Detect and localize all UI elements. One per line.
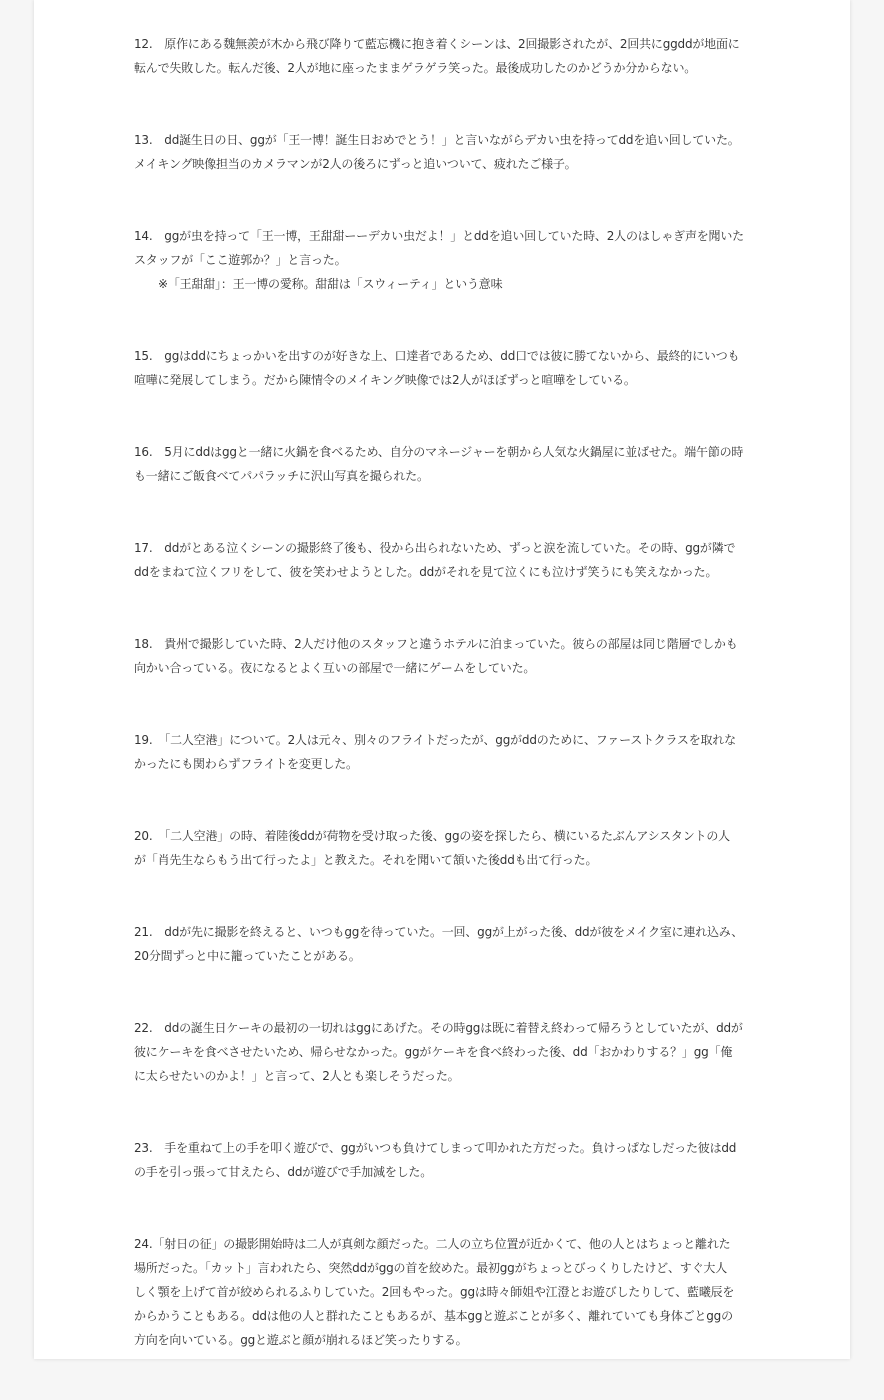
paragraph-line: 転んで失敗した。転んだ後、2人が地に座ったままゲラゲラ笑った。最後成功したのかどうか分からない。 — [134, 61, 697, 75]
paragraph-line: 彼にケーキを食べさせたいため、帰らせなかった。ggがケーキを食べ終わった後、dd「おかわりする？」gg「俺 — [134, 1045, 733, 1059]
paragraph-line: も一緒にご飯食べてパパラッチに沢山写真を撮られた。 — [134, 469, 429, 483]
paragraph-line: 14. ggが虫を持って「王一博，王甜甜ーーデカい虫だよ！」とddを追い回していた時、2人のはしゃぎ声を聞いた — [134, 229, 744, 243]
paragraph-line: かったにも関わらずフライトを変更した。 — [134, 757, 358, 771]
paragraph-line: からかうこともある。ddは他の人と群れたこともあるが、基本ggと遊ぶことが多く、離れていても身体ごとggの — [134, 1309, 733, 1323]
document-page — [34, 0, 850, 1359]
paragraph-line: 喧嘩に発展してしまう。だから陳情令のメイキング映像では2人がほぼずっと喧嘩をしている。 — [134, 373, 636, 387]
paragraph-line: 20. 「二人空港」の時、着陸後ddが荷物を受け取った後、ggの姿を探したら、横にいるたぶんアシスタントの人 — [134, 829, 730, 843]
paragraph-23 — [134, 1136, 754, 1184]
paragraph-22 — [134, 1016, 754, 1088]
paragraph-14 — [134, 224, 754, 296]
paragraph-line: の手を引っ張って甘えたら、ddが遊びで手加減をした。 — [134, 1165, 433, 1179]
paragraph-line: スタッフが「ここ遊郭か？」と言った。 — [134, 253, 347, 267]
paragraph-19 — [134, 728, 754, 776]
paragraph-21 — [134, 920, 754, 968]
paragraph-17 — [134, 536, 754, 584]
document-body — [134, 32, 754, 1400]
paragraph-line: メイキング映像担当のカメラマンが2人の後ろにずっと追いついて、疲れたご様子。 — [134, 157, 577, 171]
paragraph-line: 12. 原作にある魏無羨が木から飛び降りて藍忘機に抱き着くシーンは、2回撮影されたが、2回共にggddが地面に — [134, 37, 740, 51]
paragraph-line: 24.「射日の征」の撮影開始時は二人が真剣な顔だった。二人の立ち位置が近かくて、他の人とはちょっと離れた — [134, 1237, 731, 1251]
paragraph-line: ddをまねて泣くフリをして、彼を笑わせようとした。ddがそれを見て泣くにも泣けず笑うにも笑えなかった。 — [134, 565, 718, 579]
paragraph-line: しく顎を上げて首が絞められるふりしていた。2回もやった。ggは時々師姐や江澄とお遊びしたりして、藍曦辰を — [134, 1285, 735, 1299]
paragraph-line: 15. ggはddにちょっかいを出すのが好きな上、口達者であるため、dd口では彼に勝てないから、最終的にいつも — [134, 349, 740, 363]
paragraph-line: 場所だった。「カット」言われたら、突然ddがggの首を絞めた。最初ggがちょっとびっくりしたけど、すぐ大人 — [134, 1261, 727, 1275]
paragraph-line: 18. 貴州で撮影していた時、2人だけ他のスタッフと違うホテルに泊まっていた。彼らの部屋は同じ階層でしかも — [134, 637, 738, 651]
paragraph-line: が「肖先生ならもう出て行ったよ」と教えた。それを聞いて頷いた後ddも出て行った。 — [134, 853, 598, 867]
paragraph-13 — [134, 128, 754, 176]
paragraph-15 — [134, 344, 754, 392]
paragraph-line: 21. ddが先に撮影を終えると、いつもggを待っていた。一回、ggが上がった後、ddが彼をメイク室に連れ込み、 — [134, 925, 744, 939]
paragraph-12 — [134, 32, 754, 80]
paragraph-line: に太らせたいのかよ！」と言って、2人とも楽しそうだった。 — [134, 1069, 460, 1083]
paragraph-line: 23. 手を重ねて上の手を叩く遊びで、ggがいつも負けてしまって叩かれた方だった。負けっぱなしだった彼はdd — [134, 1141, 737, 1155]
paragraph-line: 17. ddがとある泣くシーンの撮影終了後も、役から出られないため、ずっと涙を流していた。その時、ggが隣で — [134, 541, 736, 555]
paragraph-note: ※「王甜甜」：王一博の愛称。甜甜は「スウィーティ」という意味 — [158, 277, 503, 291]
paragraph-16 — [134, 440, 754, 488]
paragraph-line: 20分間ずっと中に籠っていたことがある。 — [134, 949, 361, 963]
paragraph-18 — [134, 632, 754, 680]
paragraph-line: 向かい合っている。夜になるとよく互いの部屋で一緒にゲームをしていた。 — [134, 661, 536, 675]
paragraph-20 — [134, 824, 754, 872]
paragraph-line: 方向を向いている。ggと遊ぶと顔が崩れるほど笑ったりする。 — [134, 1333, 468, 1347]
paragraph-line: 19. 「二人空港」について。2人は元々、別々のフライトだったが、ggがddのために、ファーストクラスを取れな — [134, 733, 736, 747]
paragraph-line: 22. ddの誕生日ケーキの最初の一切れはggにあげた。その時ggは既に着替え終わって帰ろうとしていたが、ddが — [134, 1021, 743, 1035]
paragraph-line: 13. dd誕生日の日、ggが「王一博！誕生日おめでとう！」と言いながらデカい虫を持ってddを追い回していた。 — [134, 133, 740, 147]
paragraph-24 — [134, 1232, 754, 1352]
paragraph-line: 16. 5月にddはggと一緒に火鍋を食べるため、自分のマネージャーを朝から人気な火鍋屋に並ばせた。端午節の時 — [134, 445, 744, 459]
